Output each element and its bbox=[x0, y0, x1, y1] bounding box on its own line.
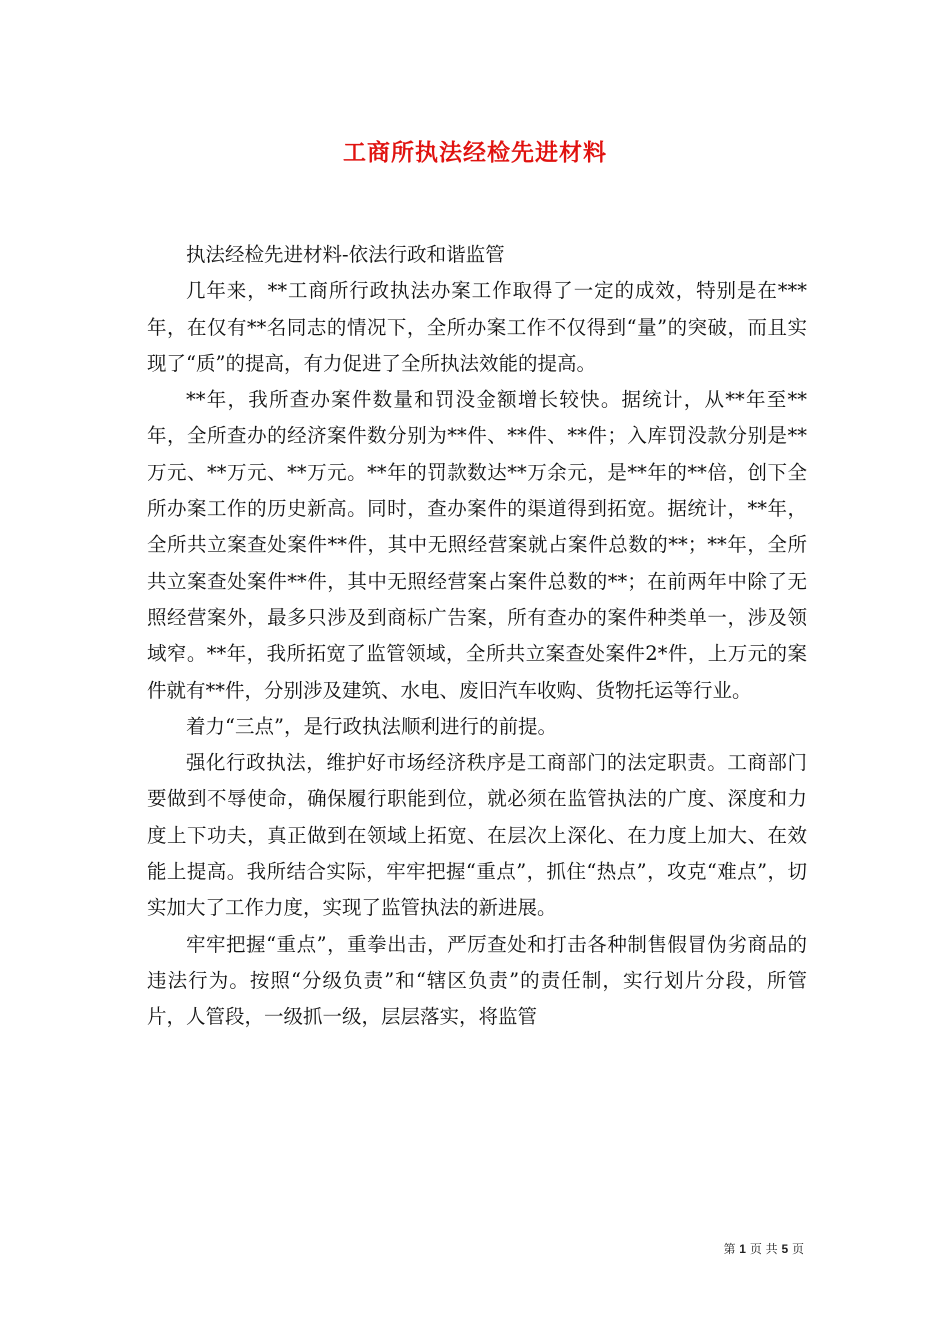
document-title: 工商所执法经检先进材料 bbox=[343, 139, 607, 166]
footer-suffix: 页 bbox=[791, 1242, 804, 1256]
paragraph: 牢牢把握“重点”，重拳出击，严厉查处和打击各种制售假冒伪劣商品的违法行为。按照“分级负责”和“辖区负责”的责任制，实行划片分段，所管片，人管段，一级抓一级，层层落实，将监管 bbox=[147, 932, 807, 1029]
document-body bbox=[147, 237, 807, 1036]
paragraph: 强化行政执法，维护好市场经济秩序是工商部门的法定职责。工商部门要做到不辱使命，确保履行职能到位，就必须在监管执法的广度、深度和力度上下功夫，真正做到在领域上拓宽、在层次上深化、在力度上加大、在效能上提高。我所结合实际，牢牢把握“重点”，抓住“热点”，攻克“难点”，切实加大了工作力度，实现了监管执法的新进展。 bbox=[147, 751, 807, 920]
paragraph: 着力“三点”，是行政执法顺利进行的前提。 bbox=[186, 714, 557, 738]
page-footer bbox=[723, 1240, 804, 1257]
footer-prefix: 第 bbox=[723, 1242, 736, 1256]
paragraph: 几年来，**工商所行政执法办案工作取得了一定的成效，特别是在***年，在仅有**名同志的情况下，全所办案工作不仅得到“量”的突破，而且实现了“质”的提高，有力促进了全所执法效能的提高。 bbox=[147, 279, 807, 375]
paragraph: **年，我所查办案件数量和罚没金额增长较快。据统计，从**年至**年，全所查办的经济案件数分别为**件、**件、**件；入库罚没款分别是**万元、**万元、**万元。**年的罚款数达**万余元，是**年的**倍，创下全所办案工作的历史新高。同时，查办案件的渠道得到拓宽。据统计，**年，全所共立案查处案件**件，其中无照经营案就占案件总数的**；**年，全所共立案查处案件**件，其中无照经营案占案件总数的**；在前两年中除了无照经营案外，最多只涉及到商标广告案，所有查办的案件种类单一，涉及领域窄。**年，我所拓宽了监管领域，全所共立案查处案件2*件，上万元的案件就有**件，分别涉及建筑、水电、废旧汽车收购、货物托运等行业。 bbox=[147, 388, 807, 702]
footer-middle: 页 共 bbox=[749, 1242, 778, 1256]
paragraph: 执法经检先进材料-依法行政和谐监管 bbox=[186, 243, 505, 266]
current-page-number: 1 bbox=[739, 1242, 746, 1256]
total-page-number: 5 bbox=[781, 1242, 789, 1256]
